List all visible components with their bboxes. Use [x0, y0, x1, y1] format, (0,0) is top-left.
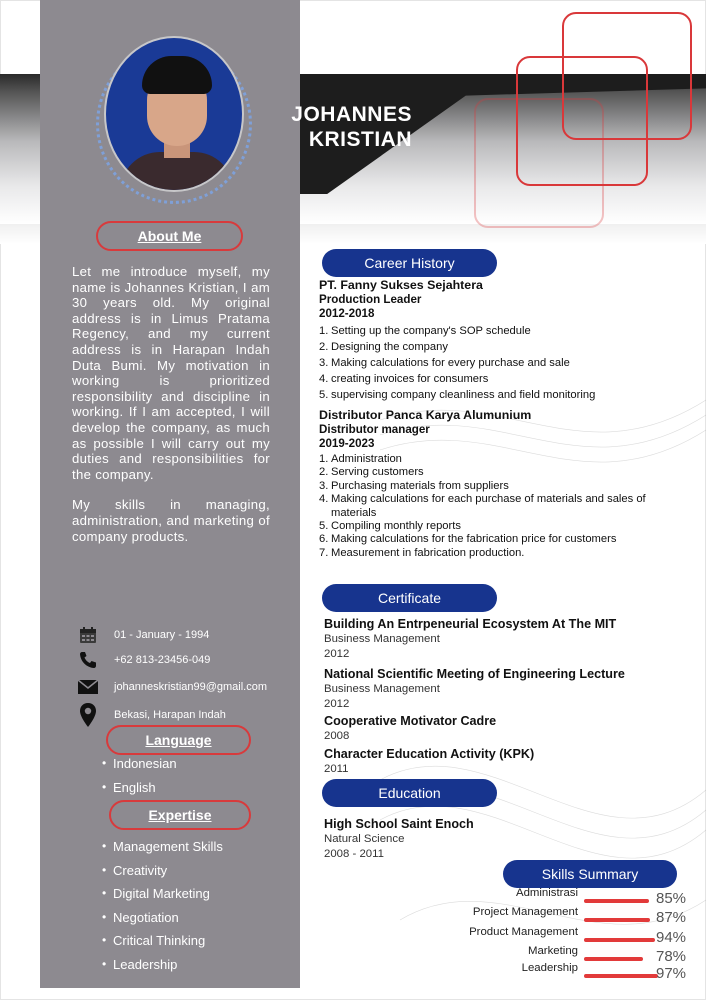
skill-name: Leadership — [521, 962, 578, 974]
job-role: Production Leader — [319, 293, 422, 306]
calendar-icon — [76, 625, 100, 645]
contact-phone — [76, 650, 296, 670]
duty-item: 1. Administration — [319, 453, 402, 465]
duty-item: 2. Serving customers — [319, 466, 424, 479]
email-text: johanneskristian99@gmail.com — [114, 681, 268, 693]
profile-photo — [96, 36, 252, 206]
expertise-item: • Critical Thinking — [102, 929, 223, 953]
skill-percentage: 85% — [656, 890, 687, 907]
about-paragraph: My skills in managing, administration, and marketing of company products. — [72, 497, 270, 544]
phone-icon — [76, 650, 100, 670]
certificate-title: Character Education Activity (KPK) — [324, 747, 535, 761]
language-list — [102, 752, 177, 799]
career-heading-label: Career History — [364, 255, 455, 271]
certificate-heading-label: Certificate — [377, 590, 442, 606]
expertise-item: • Leadership — [102, 953, 223, 977]
education-heading-label: Education — [378, 785, 441, 801]
certificate-item — [324, 746, 534, 777]
language-heading-label: Language — [145, 732, 212, 748]
duty-item: 5. Compiling monthly reports — [319, 520, 461, 533]
skill-percentage: 78% — [656, 948, 687, 965]
location-pin-icon — [76, 702, 100, 728]
certificate-year: 2008 — [324, 730, 350, 742]
job-entry — [319, 278, 689, 403]
certificate-item — [324, 616, 616, 662]
contact-email — [76, 677, 296, 697]
expertise-heading-label: Expertise — [148, 807, 212, 823]
mail-icon — [76, 677, 100, 697]
contact-birthdate — [76, 625, 296, 645]
job-company: PT. Fanny Sukses Sejahtera — [319, 278, 483, 292]
certificate-year: 2012 — [324, 698, 350, 710]
about-heading — [96, 221, 243, 251]
avatar — [104, 36, 244, 192]
school-name: High School Saint Enoch — [324, 817, 474, 831]
skill-name: Administrasi — [515, 887, 578, 899]
job-years: 2012-2018 — [319, 307, 375, 320]
certificate-item — [324, 666, 625, 712]
skill-bar — [584, 899, 649, 903]
skill-name: Project Management — [472, 906, 578, 918]
certificate-title: National Scientific Meeting of Engineering Lecture — [324, 667, 625, 681]
birthdate-text: 01 - January - 1994 — [114, 629, 210, 641]
decor-square — [474, 98, 604, 228]
name-line-1: JOHANNES — [291, 103, 412, 126]
job-company: Distributor Panca Karya Alumunium — [319, 408, 532, 422]
about-text — [72, 264, 270, 544]
language-item: • English — [102, 776, 177, 800]
job-role: Distributor manager — [319, 423, 430, 436]
expertise-item: • Creativity — [102, 859, 223, 883]
certificate-item — [324, 713, 496, 744]
skills-heading — [503, 860, 677, 888]
job-entry — [319, 408, 659, 560]
language-heading — [106, 725, 251, 755]
phone-text: +62 813-23456-049 — [114, 654, 211, 666]
skill-bar — [584, 938, 655, 942]
certificate-year: 2011 — [324, 763, 349, 775]
language-item: • Indonesian — [102, 752, 177, 776]
address-text: Bekasi, Harapan Indah — [114, 709, 226, 721]
expertise-item: • Management Skills — [102, 835, 223, 859]
candidate-name — [272, 102, 412, 152]
job-duties — [319, 323, 689, 403]
skill-name: Product Management — [469, 926, 578, 938]
certificate-heading — [322, 584, 497, 612]
school-major: Natural Science — [324, 833, 405, 845]
expertise-item: • Negotiation — [102, 906, 223, 930]
job-years: 2019-2023 — [319, 437, 375, 450]
duty-item: 4. creating invoices for consumers — [319, 373, 489, 385]
skill-percentage: 87% — [656, 909, 687, 926]
duty-item: 4. Making calculations for each purchase of materials and sales of materials — [319, 493, 646, 519]
school-years: 2008 - 2011 — [324, 848, 384, 860]
career-heading — [322, 249, 497, 277]
skill-bar — [584, 974, 658, 978]
duty-item: 3. Making calculations for every purchase and sale — [319, 357, 570, 369]
name-line-2: KRISTIAN — [308, 128, 412, 151]
skills-heading-label: Skills Summary — [541, 866, 639, 882]
duty-item: 3. Purchasing materials from suppliers — [319, 479, 509, 492]
expertise-item: • Digital Marketing — [102, 882, 223, 906]
skill-name: Marketing — [527, 945, 578, 957]
expertise-heading — [109, 800, 251, 830]
duty-item: 1. Setting up the company's SOP schedule — [319, 325, 531, 337]
certificate-title: Building An Entrpeneurial Ecosystem At The MIT — [324, 617, 617, 631]
duty-item: 6. Making calculations for the fabrication price for customers — [319, 533, 617, 546]
certificate-title: Cooperative Motivator Cadre — [324, 714, 497, 728]
expertise-list — [102, 835, 223, 977]
about-heading-label: About Me — [137, 228, 202, 244]
certificate-field: Business Management — [324, 633, 440, 645]
education-entry — [324, 816, 474, 862]
skill-percentage: 97% — [656, 965, 687, 982]
skill-percentage: 94% — [656, 929, 687, 946]
duty-item: 2. Designing the company — [319, 341, 448, 353]
duty-item: 7. Measurement in fabrication production. — [319, 546, 525, 559]
certificate-field: Business Management — [324, 683, 440, 695]
education-heading — [322, 779, 497, 807]
certificate-year: 2012 — [324, 648, 350, 660]
job-duties — [319, 453, 659, 560]
skill-bar — [584, 957, 643, 961]
skill-bar — [584, 918, 650, 922]
about-paragraph: Let me introduce myself, my name is Johannes Kristian, I am 30 years old. My original address is in Limus Pratama Regency, and my current address is in Harapan Indah Duta Bumi. My motivation in working is prioritized responsibility and discipline in working. If I am accepted, I will develop the company, as much as possible I will carry out my duties and responsibilities for the company. — [72, 264, 270, 482]
duty-item: 5. supervising company cleanliness and field monitoring — [319, 389, 596, 401]
